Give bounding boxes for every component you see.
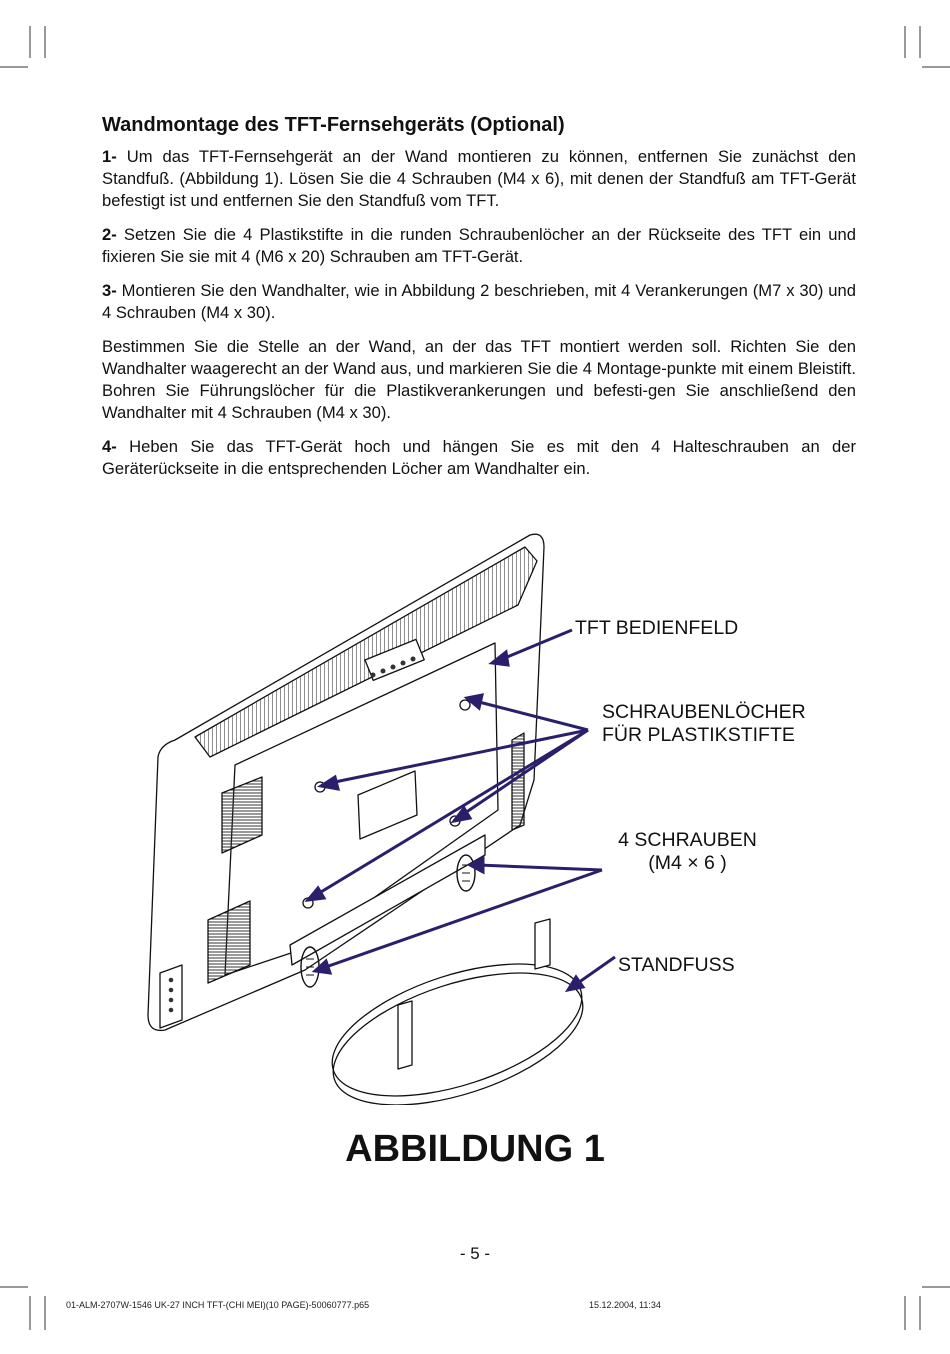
step-number: 4-: [102, 437, 117, 456]
arrow-stand: [575, 957, 615, 985]
arrow-head-icon: [315, 961, 330, 973]
side-connectors: [160, 965, 182, 1028]
step-1: [102, 146, 856, 212]
step-2: [102, 224, 856, 268]
footer-file-name: 01-ALM-2707W-1546 UK-27 INCH TFT-(CHI MEI)(10 PAGE)-50060777.p65: [66, 1300, 370, 1310]
step-text: Montieren Sie den Wandhalter, wie in Abbildung 2 beschrieben, mit 4 Verankerungen (M7 x 30) und 4 Schrauben (M4 x 30).: [102, 281, 856, 322]
figure-caption: ABBILDUNG 1: [345, 1128, 605, 1170]
step-number: 3-: [102, 281, 117, 300]
step-number: 2-: [102, 225, 117, 244]
label-screw-holes-line1: SCHRAUBENLÖCHER: [602, 701, 806, 723]
tv-wallmount-figure: [140, 525, 860, 1105]
label-stand: STANDFUSS: [618, 954, 735, 976]
stand-base: [316, 938, 597, 1105]
step-text: Setzen Sie die 4 Plastikstifte in die runden Schraubenlöcher an der Rückseite des TFT ein und fixieren Sie sie mit 4 (M6 x 20) Schrauben am TFT-Gerät.: [102, 225, 856, 266]
stand-post-left: [398, 1001, 412, 1069]
label-screws-line2: (M4 × 6 ): [648, 852, 727, 874]
step-text: Bestimmen Sie die Stelle an der Wand, an der das TFT montiert werden soll. Richten Sie den Wandhalter waagerecht an der Wand aus, und markieren Sie die 4 Montage-punkte mit einem Bleistift. Bohren Sie Führungslöcher für die Plastikverankerungen und befesti-gen Sie anschließend den Wandhalter mit 4 Schrauben (M4 x 30).: [102, 337, 856, 422]
label-control-panel: TFT BEDIENFELD: [575, 617, 739, 639]
label-screw-holes-line2: FÜR PLASTIKSTIFTE: [602, 724, 795, 746]
label-screws: [610, 829, 765, 875]
step-text: Um das TFT-Fernsehgerät an der Wand montieren zu können, entfernen Sie zunächst den Standfuß. (Abbildung 1). Lösen Sie die 4 Schrauben (M4 x 6), mit denen der Standfuß am TFT-Gerät befestigt ist und entfernen Sie den Standfuß vom TFT.: [102, 147, 856, 210]
label-screw-holes: [602, 701, 806, 747]
arrow-screw-1: [478, 865, 602, 870]
step-number: 1-: [102, 147, 117, 166]
step-3: [102, 280, 856, 324]
document-title: Wandmontage des TFT-Fernsehgeräts (Optional): [102, 114, 565, 136]
footer-date: 15.12.2004, 11:34: [589, 1300, 661, 1310]
step-3-continued: [102, 336, 856, 424]
label-screws-line1: 4 SCHRAUBEN: [618, 829, 757, 851]
step-4: [102, 436, 856, 480]
page-number: - 5 -: [459, 1244, 491, 1263]
stand-post-right: [535, 919, 550, 969]
screw-hole-icon: [460, 700, 470, 710]
step-text: Heben Sie das TFT-Gerät hoch und hängen Sie es mit den 4 Halteschrauben an der Geräterückseite in die entsprechenden Löcher am Wandhalter ein.: [102, 437, 856, 478]
instructions: [102, 146, 856, 492]
tv-rear-illustration: [140, 525, 860, 1105]
